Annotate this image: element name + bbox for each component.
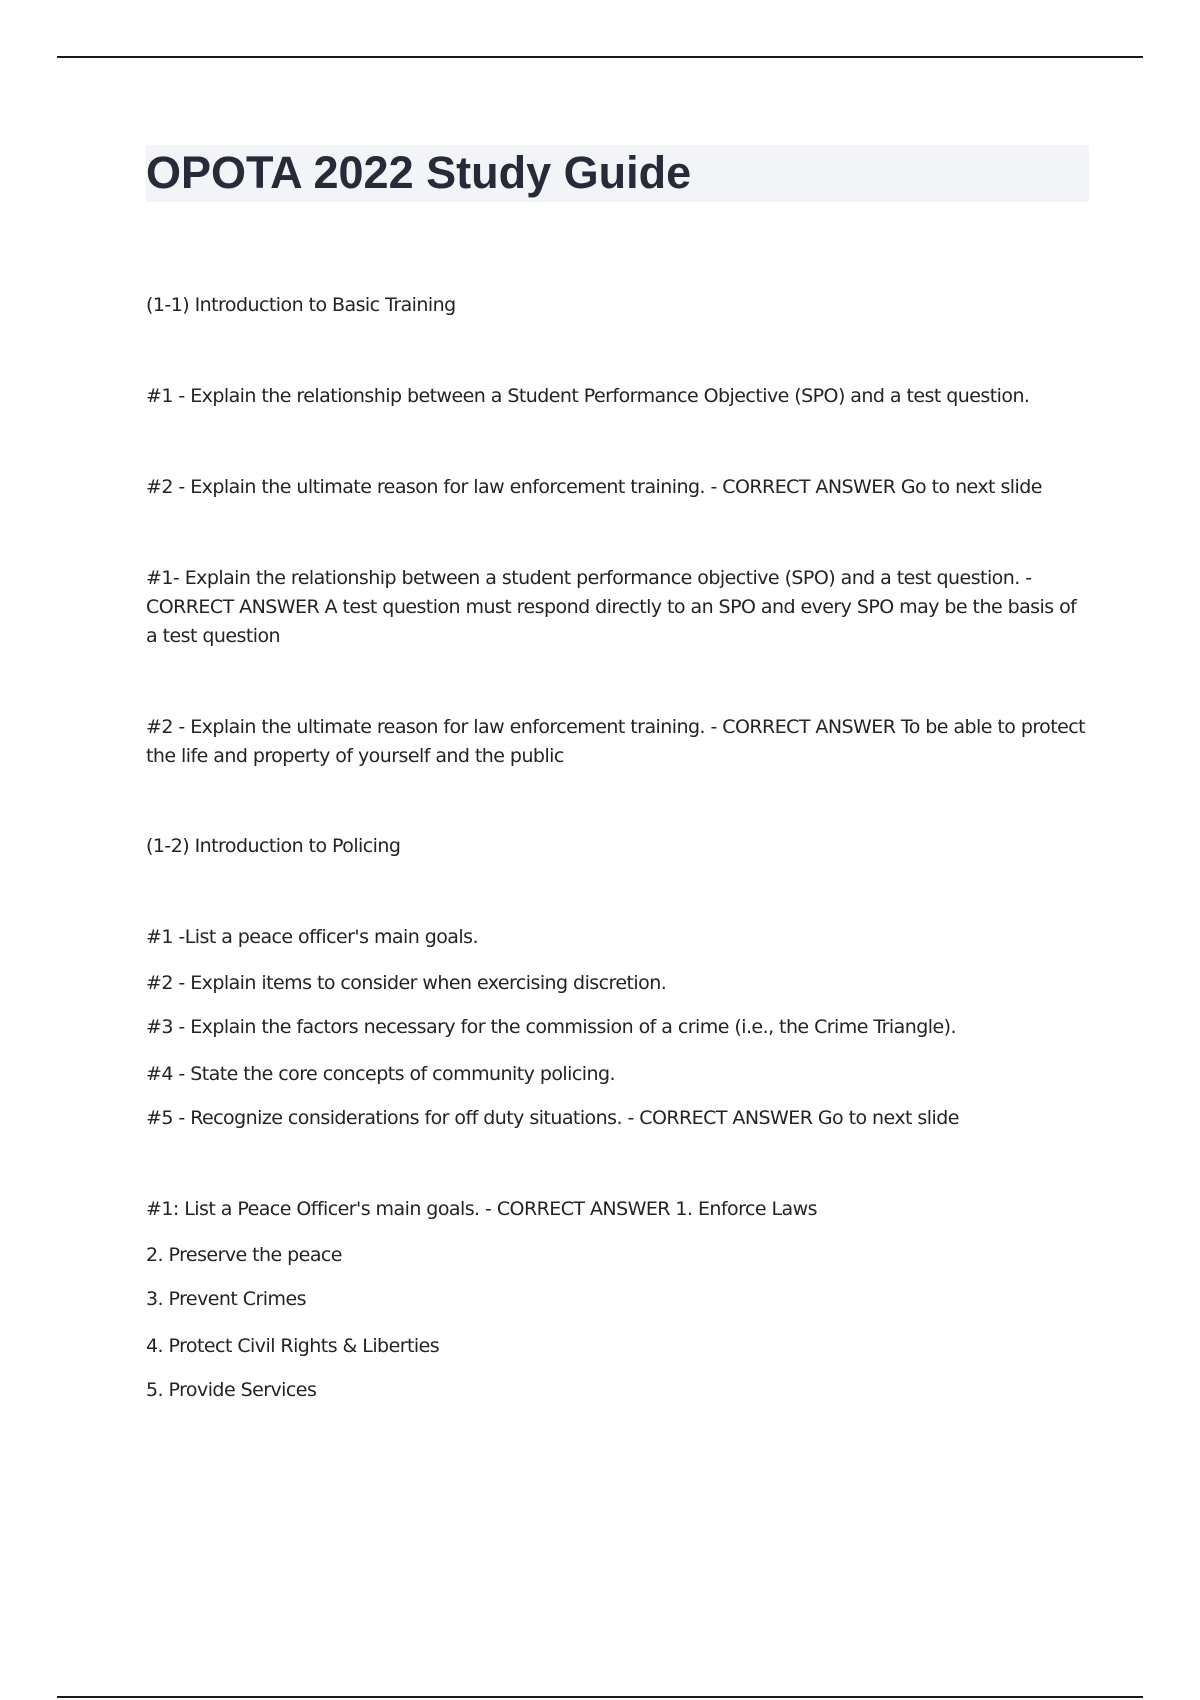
bottom-divider (57, 1696, 1143, 1698)
section-heading-basic-training: (1-1) Introduction to Basic Training (146, 294, 456, 316)
top-divider (57, 56, 1143, 58)
answer-main-goals: #1: List a Peace Officer's main goals. - CORRECT ANSWER 1. Enforce Laws (146, 1198, 817, 1220)
goal-list-item: 2. Preserve the peace (146, 1244, 342, 1266)
goal-list-item: 5. Provide Services (146, 1379, 317, 1401)
objective-off-duty: #5 - Recognize considerations for off duty situations. - CORRECT ANSWER Go to next slide (146, 1107, 959, 1129)
objective-main-goals: #1 -List a peace officer's main goals. (146, 926, 478, 948)
answer-training-reason: #2 - Explain the ultimate reason for law enforcement training. - CORRECT ANSWER To be able to protect the life and property of yourself and the public (146, 716, 1086, 767)
answer-spo-question: #1- Explain the relationship between a student performance objective (SPO) and a test question. - CORRECT ANSWER A test question must respond directly to an SPO and every SPO may be the basis of a test question (146, 567, 1077, 647)
section-heading-policing: (1-2) Introduction to Policing (146, 835, 401, 857)
objective-spo-question: #1 - Explain the relationship between a Student Performance Objective (SPO) and a test question. (146, 385, 1030, 407)
objective-discretion: #2 - Explain items to consider when exercising discretion. (146, 972, 667, 994)
objective-crime-triangle: #3 - Explain the factors necessary for the commission of a crime (i.e., the Crime Triangle). (146, 1016, 956, 1038)
objective-training-reason: #2 - Explain the ultimate reason for law enforcement training. - CORRECT ANSWER Go to next slide (146, 476, 1042, 498)
objective-community-policing: #4 - State the core concepts of community policing. (146, 1063, 615, 1085)
goal-list-item: 4. Protect Civil Rights & Liberties (146, 1335, 440, 1357)
document-title: OPOTA 2022 Study Guide (146, 147, 692, 198)
goal-list-item: 3. Prevent Crimes (146, 1288, 306, 1310)
